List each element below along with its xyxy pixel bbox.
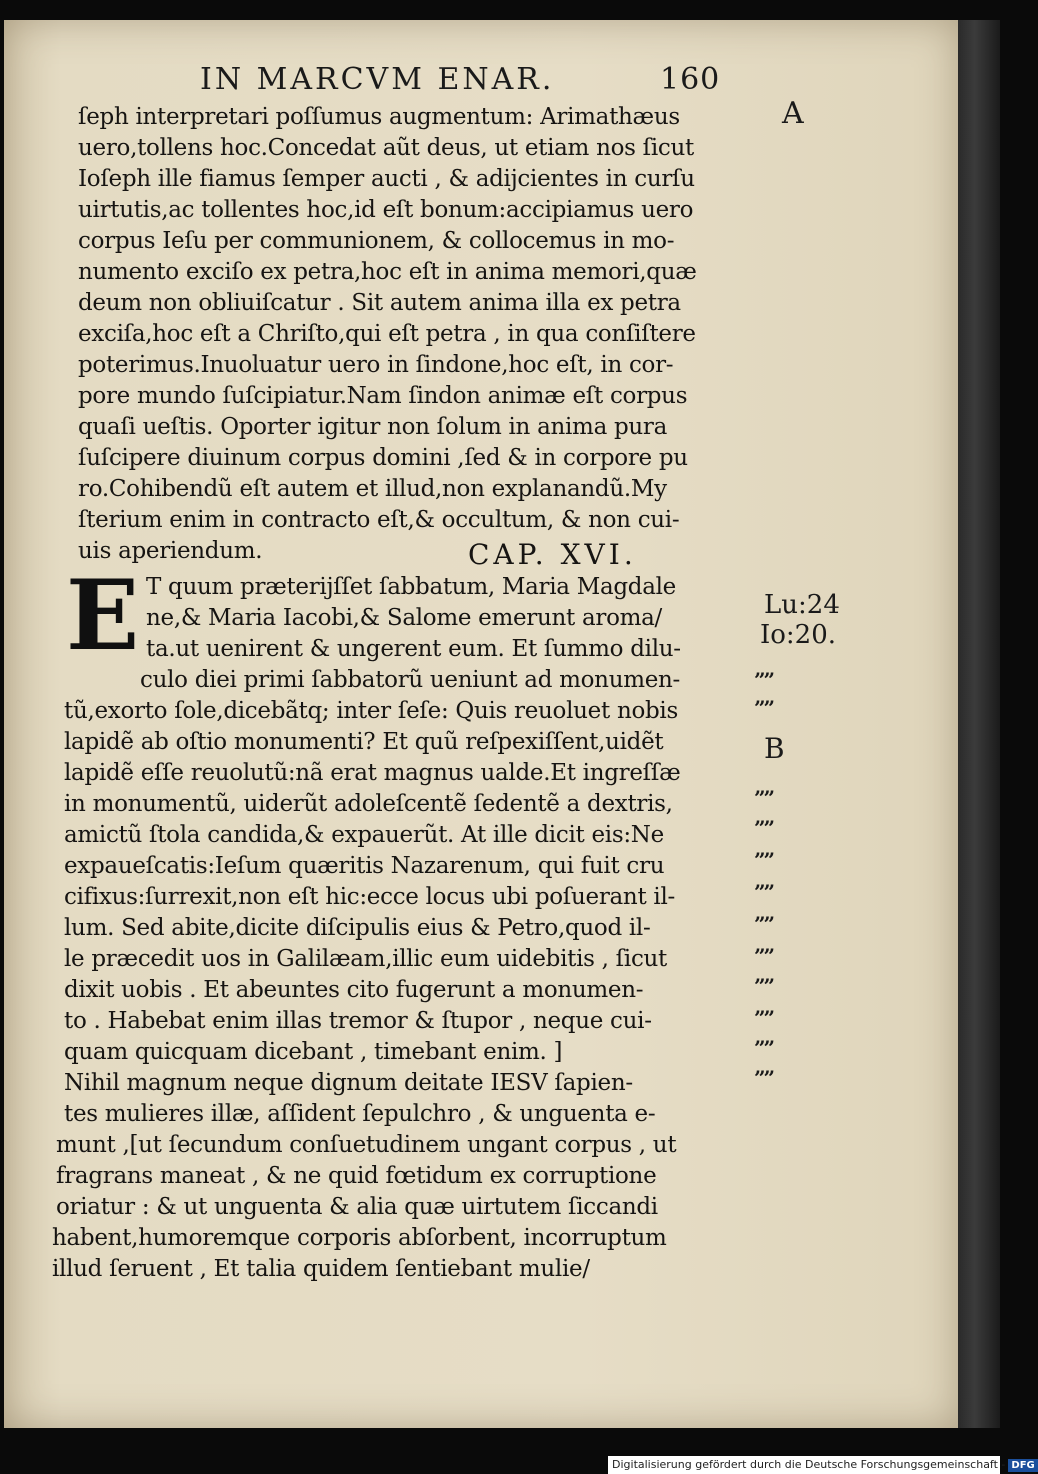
text-line: uero,tollens hoc.Concedat aũt deus, ut etiam nos ſicut xyxy=(78,135,694,161)
text-line: uirtutis,ac tollentes hoc,id eſt bonum:accipiamus uero xyxy=(78,197,694,223)
text-line: poterimus.Inuoluatur uero in ſindone,hoc eſt, in cor- xyxy=(78,352,674,378)
text-line: amictũ ſtola candida,& expauerũt. At ille dicit eis:Ne xyxy=(64,822,664,848)
quote-mark: ”” xyxy=(754,944,774,968)
quote-mark: ”” xyxy=(754,912,774,936)
text-line: T quum præterijſſet ſabbatum, Maria Magdale xyxy=(146,574,676,600)
text-line: Nihil magnum neque dignum deitate IESV ſapien- xyxy=(64,1070,633,1096)
quote-mark: ”” xyxy=(754,668,774,692)
text-line: numento exciſo ex petra,hoc eſt in anima memori,quæ xyxy=(78,259,697,285)
text-line: tũ,exorto ſole,dicebãtq; inter ſeſe: Quis reuoluet nobis xyxy=(64,698,678,724)
quote-mark: ”” xyxy=(754,786,774,810)
text-line: lum. Sed abite,dicite diſcipulis eius & Petro,quod il- xyxy=(64,915,651,941)
text-line: munt ,[ut ſecundum conſuetudinem ungant corpus , ut xyxy=(56,1132,677,1158)
text-line: in monumentũ, uiderũt adoleſcentẽ ſedentẽ a dextris, xyxy=(64,791,673,817)
quote-mark: ”” xyxy=(754,816,774,840)
text-line: corpus Ieſu per communionem, & collocemus in mo- xyxy=(78,228,675,254)
text-line: lapidẽ ab oſtio monumenti? Et quũ reſpexiſſent,uidẽt xyxy=(64,729,664,755)
digitization-credit xyxy=(608,1456,1035,1474)
credit-text: Digitalisierung gefördert durch die Deutsche Forschungsgemeinschaft - xyxy=(612,1458,1006,1471)
text-line: le præcedit uos in Galilæam,illic eum uidebitis , ſicut xyxy=(64,946,667,972)
text-line: ta.ut uenirent & ungerent eum. Et ſummo dilu- xyxy=(146,636,681,662)
text-line: quaſi ueſtis. Oporter igitur non ſolum in anima pura xyxy=(78,414,668,440)
quote-mark: ”” xyxy=(754,974,774,998)
text-line: culo diei primi ſabbatorũ ueniunt ad monumen- xyxy=(140,667,681,693)
text-line: dixit uobis . Et abeuntes cito fugerunt a monumen- xyxy=(64,977,644,1003)
quote-mark: ”” xyxy=(754,880,774,904)
text-line: tes mulieres illæ, aſſident ſepulchro , & unguenta e- xyxy=(64,1101,656,1127)
margin-ref-john: Io:20. xyxy=(760,620,837,650)
text-line: ſterium enim in contracto eſt,& occultum, & non cui- xyxy=(78,507,680,533)
text-line: cifixus:ſurrexit,non eſt hic:ecce locus ubi poſuerant il- xyxy=(64,884,675,910)
drop-cap-initial: E xyxy=(66,559,140,672)
margin-letter-b: B xyxy=(764,732,785,765)
text-line: illud ſeruent , Et talia quidem ſentiebant mulie/ xyxy=(52,1256,590,1282)
text-line: expaueſcatis:Ieſum quæritis Nazarenum, qui fuit cru xyxy=(64,853,665,879)
text-line: oriatur : & ut unguenta & alia quæ uirtutem ſiccandi xyxy=(56,1194,658,1220)
text-line: habent,humoremque corporis abſorbent, incorruptum xyxy=(52,1225,667,1251)
text-line: to . Habebat enim illas tremor & ſtupor , neque cui- xyxy=(64,1008,652,1034)
text-line: fragrans maneat , & ne quid fœtidum ex corruptione xyxy=(56,1163,657,1189)
margin-letter-a: A xyxy=(782,96,804,131)
quote-mark: ”” xyxy=(754,1006,774,1030)
book-spine xyxy=(958,20,1000,1428)
text-line: deum non obliuiſcatur . Sit autem anima illa ex petra xyxy=(78,290,681,316)
running-header xyxy=(200,62,760,102)
running-title: IN MARCVM ENAR. xyxy=(200,62,555,97)
text-line: ſeph interpretari poſſumus augmentum: Arimathæus xyxy=(78,104,680,130)
text-line: ro.Cohibendũ eſt autem et illud,non explanandũ.My xyxy=(78,476,667,502)
text-line: pore mundo ſuſcipiatur.Nam ſindon animæ eſt corpus xyxy=(78,383,688,409)
margin-ref-luke: Lu:24 xyxy=(764,590,840,620)
text-line: exciſa,hoc eſt a Chriſto,qui eſt petra , in qua conſiſtere xyxy=(78,321,696,347)
text-line: Ioſeph ille fiamus ſemper aucti , & adijcientes in curſu xyxy=(78,166,695,192)
page-number: 160 xyxy=(660,62,721,97)
text-line: quam quicquam dicebant , timebant enim. ] xyxy=(64,1039,563,1065)
text-line: ſuſcipere diuinum corpus domini ,ſed & in corpore pu xyxy=(78,445,688,471)
text-line: lapidẽ eſſe reuolutũ:nã erat magnus ualde.Et ingreſſæ xyxy=(64,760,681,786)
quote-mark: ”” xyxy=(754,1066,774,1090)
quote-mark: ”” xyxy=(754,696,774,720)
text-line: uis aperiendum. xyxy=(78,538,263,564)
text-line: ne,& Maria Iacobi,& Salome emerunt aroma/ xyxy=(146,605,662,631)
dfg-logo: DFG xyxy=(1008,1459,1037,1472)
quote-mark: ”” xyxy=(754,1036,774,1060)
chapter-heading: CAP. XVI. xyxy=(468,538,637,571)
quote-mark: ”” xyxy=(754,848,774,872)
